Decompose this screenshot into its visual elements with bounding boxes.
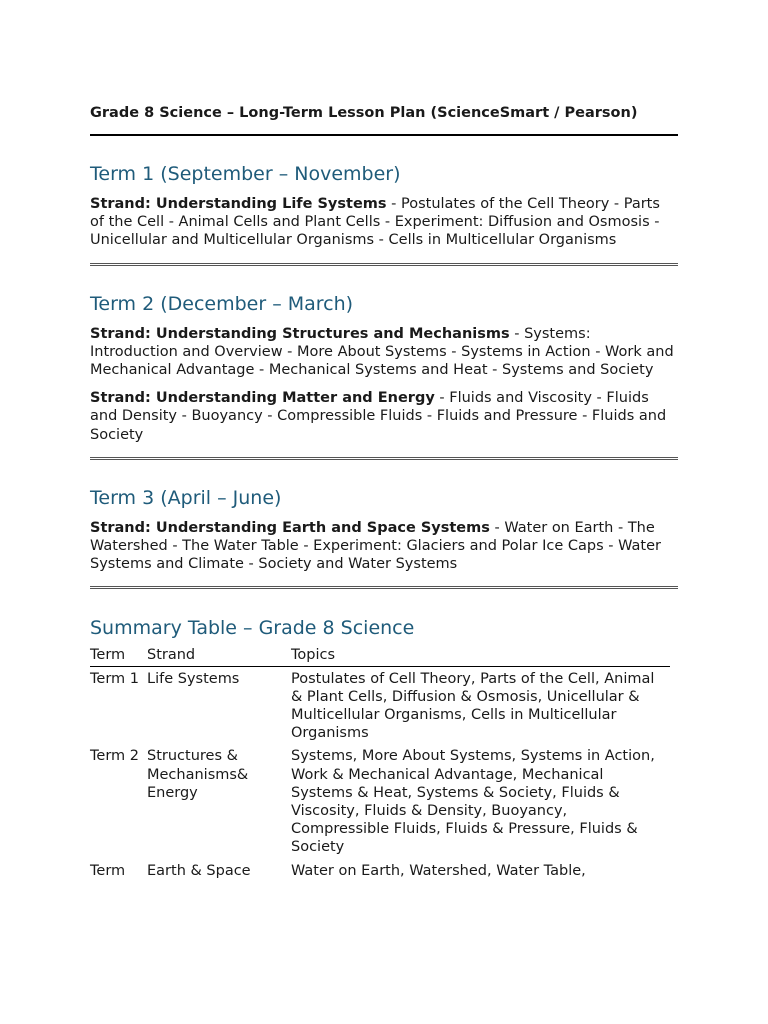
strand-label: Strand: Understanding Earth and Space Systems [90,519,490,536]
cell-term: Term 2 [90,748,139,765]
strand-paragraph [90,195,678,250]
term-1-section [90,162,678,266]
cell-strand: Structures & Mechanisms& Energy [147,748,249,801]
table-row [90,666,670,744]
strand-label: Strand: Understanding Structures and Mechanisms [90,325,510,342]
table-row [90,859,670,882]
cell-topics: Postulates of Cell Theory, Parts of the Cell, Animal & Plant Cells, Diffusion & Osmosis, Unicellular & Multicellular Organisms, Cells in Multicellular Organisms [291,670,655,742]
table-row [90,744,670,858]
term-3-section [90,486,678,590]
cell-term: Term [90,862,126,879]
cell-topics: Water on Earth, Watershed, Water Table, [291,862,586,879]
document-title: Grade 8 Science – Long-Term Lesson Plan (ScienceSmart / Pearson) [90,103,678,136]
strand-topics: - Water on Earth - The Watershed - The Water Table - Experiment: Glaciers and Polar Ice Caps - Water Systems and Climate - Society and Water Systems [90,519,661,573]
strand-topics: - Fluids and Viscosity - Fluids and Density - Buoyancy - Compressible Fluids - Fluids and Pressure - Fluids and Society [90,390,667,443]
document-page [90,103,678,882]
term-2-section [90,292,678,460]
cell-topics: Systems, More About Systems, Systems in Action, Work & Mechanical Advantage, Mechanical Systems & Heat, Systems & Society, Fluids & Viscosity, Fluids & Density, Buoyancy, Compressible Fluids, Fluids & Pressure, Fluids & Society [291,748,655,856]
term-3-heading: Term 3 (April – June) [90,486,282,509]
term-1-heading: Term 1 (September – November) [90,163,401,185]
column-header-strand: Strand [147,646,291,666]
term-2-heading: Term 2 (December – March) [90,292,354,315]
strand-paragraph [90,519,678,574]
cell-term: Term 1 [90,670,139,687]
summary-table [90,646,670,881]
strand-label: Strand: Understanding Life Systems [90,196,387,212]
cell-strand: Earth & Space [147,862,251,879]
cell-strand: Life Systems [147,670,240,687]
column-header-term: Term [90,646,147,666]
strand-topics: - Systems: Introduction and Overview - More About Systems - Systems in Action - Work and Mechanical Advantage - Mechanical Systems and Heat - Systems and Society [90,325,674,379]
strand-paragraph [90,389,678,444]
strand-topics: - Postulates of the Cell Theory - Parts of the Cell - Animal Cells and Plant Cells - Experiment: Diffusion and Osmosis - Unicellular and Multicellular Organisms - Cells in Multicellular Organisms [90,196,660,249]
column-header-topics: Topics [291,646,670,666]
table-header-row [90,646,670,666]
summary-heading: Summary Table – Grade 8 Science [90,617,415,640]
strand-label: Strand: Understanding Matter and Energy [90,390,435,407]
strand-paragraph [90,325,678,380]
